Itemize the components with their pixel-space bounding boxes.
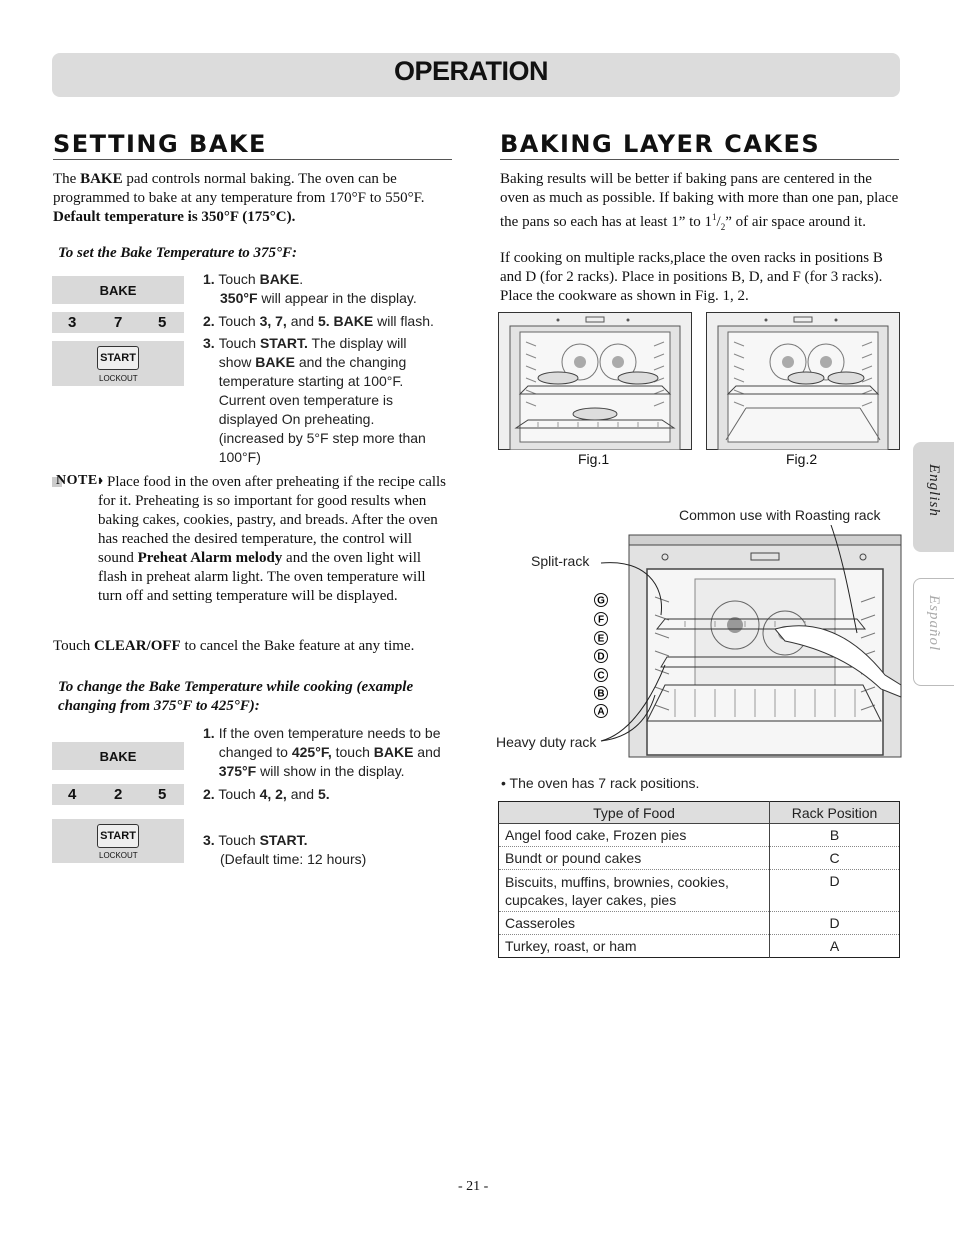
rack-letter: E <box>597 633 605 645</box>
note-label: NOTE: <box>52 474 92 490</box>
rack-note: • The oven has 7 rack positions. <box>501 775 700 791</box>
table-row <box>499 912 900 935</box>
table-header: Type of Food <box>499 802 770 824</box>
table-cell: Casseroles <box>499 912 770 935</box>
tab-english[interactable] <box>913 442 954 552</box>
clear-off-text: Touch CLEAR/OFF to cancel the Bake feature at any time. <box>53 638 415 654</box>
start-button: START <box>97 346 139 370</box>
step-1: 1. Touch BAKE. 350°F will appear in the display. <box>203 271 417 306</box>
pad-digit: 2 <box>114 786 123 803</box>
setting-bake-rule <box>53 159 452 160</box>
fig2-caption: Fig.2 <box>786 451 818 467</box>
tab-espanol[interactable] <box>913 578 954 686</box>
start-button: START <box>97 824 139 848</box>
heavy-duty-rack-label: Heavy duty rack <box>496 734 597 750</box>
lockout-label: LOCKOUT <box>99 851 138 860</box>
table-cell: Biscuits, muffins, brownies, cookies, cupcakes, layer cakes, pies <box>499 870 770 912</box>
rack-letter: D <box>597 651 605 663</box>
number-pads-1 <box>52 312 184 333</box>
step-2: 2. Touch 3, 7, and 5. BAKE will flash. <box>203 313 434 329</box>
setting-bake-title: SETTING BAKE <box>53 130 267 158</box>
table-cell: D <box>829 915 840 931</box>
table-cell: C <box>829 850 840 866</box>
rack-letter: F <box>597 614 605 626</box>
bake-pad: BAKE <box>52 742 184 770</box>
fig2-oven-illustration <box>706 312 900 450</box>
table-cell: Angel food cake, Frozen pies <box>499 824 770 847</box>
roasting-rack-label: Common use with Roasting rack <box>679 507 881 523</box>
table-row <box>499 824 900 847</box>
baking-para-1: Baking results will be better if baking pans are centered in the oven as much as possible. If baking with more than one pan, place the pans so each has at least 1” to $1^1/_2$” of air space around it. <box>500 171 899 232</box>
setting-bake-intro: The BAKE pad controls normal baking. The oven can be programmed to bake at any temperature from 170°F to 550°F. Default temperature is 350°F (175°C). <box>53 171 425 225</box>
split-rack-label: Split-rack <box>531 553 590 569</box>
table-row <box>499 847 900 870</box>
lockout-label: LOCKOUT <box>99 374 138 383</box>
pad-digit: 5 <box>158 314 167 331</box>
rack-letter: G <box>597 595 605 607</box>
table-row <box>499 935 900 958</box>
table-cell: A <box>829 938 840 954</box>
change-step-2: 2. Touch 4, 2, and 5. <box>203 786 330 802</box>
rack-position-table <box>498 801 900 958</box>
rack-position-letters <box>592 590 612 722</box>
number-pads-2 <box>52 784 184 805</box>
fig1-caption: Fig.1 <box>578 451 610 467</box>
pad-digit: 7 <box>114 314 123 331</box>
change-step-1: 1. If the oven temperature needs to be changed to 425°F, touch BAKE and 375°F will show in the display. <box>203 725 441 779</box>
rack-letter: A <box>597 706 605 718</box>
rack-letter: C <box>597 670 605 682</box>
baking-para-2: If cooking on multiple racks,place the oven racks in positions B and D (for 2 racks). Place in positions B, D, and F (for 3 racks). Place the cookware as shown in Fig. 1, 2. <box>500 250 883 304</box>
bake-pad: BAKE <box>52 276 184 304</box>
table-cell: B <box>829 827 840 843</box>
rack-letter: B <box>597 688 605 700</box>
pad-digit: 3 <box>68 314 77 331</box>
page-number: - 21 - <box>458 1179 489 1194</box>
table-row <box>499 870 900 912</box>
page-title: OPERATION <box>394 56 549 86</box>
baking-layer-cakes-title: BAKING LAYER CAKES <box>500 130 821 158</box>
change-step-3: 3. Touch START. (Default time: 12 hours) <box>203 832 367 867</box>
pad-digit: 4 <box>68 786 77 803</box>
start-pad-2 <box>52 819 184 863</box>
table-cell: D <box>829 873 840 889</box>
table-cell: Bundt or pound cakes <box>499 847 770 870</box>
table-cell: Turkey, roast, or ham <box>499 935 770 958</box>
step-3: 3. Touch START. The display will show BAKE and the changing temperature starting at 100°F. Current oven temperature is displayed On preheating. (increased by 5°F step more than 100°F) <box>203 335 426 465</box>
pad-digit: 5 <box>158 786 167 803</box>
tab-english-label: English <box>926 464 942 517</box>
subhead-set-temp: To set the Bake Temperature to 375°F: <box>58 245 298 261</box>
table-header: Rack Position <box>791 804 878 821</box>
tab-espanol-label: Español <box>926 595 942 652</box>
table-header-row <box>499 802 900 824</box>
fig1-oven-illustration <box>498 312 692 450</box>
rack-positions-diagram <box>595 525 902 760</box>
subhead-change-temp: To change the Bake Temperature while cooking (example changing from 375°F to 425°F): <box>58 679 414 714</box>
baking-layer-cakes-rule <box>500 159 899 160</box>
start-pad-1 <box>52 341 184 386</box>
note-text: • Place food in the oven after preheating if the recipe calls for it. Preheating is so important for good results when baking cakes, cookies, pastry, and breads. After the oven has reached the desired temperature, the control will sound Preheat Alarm melody and the oven light will flash in preheat alarm light. The oven temperature will turn off and setting temperature will be displayed. <box>98 474 447 604</box>
